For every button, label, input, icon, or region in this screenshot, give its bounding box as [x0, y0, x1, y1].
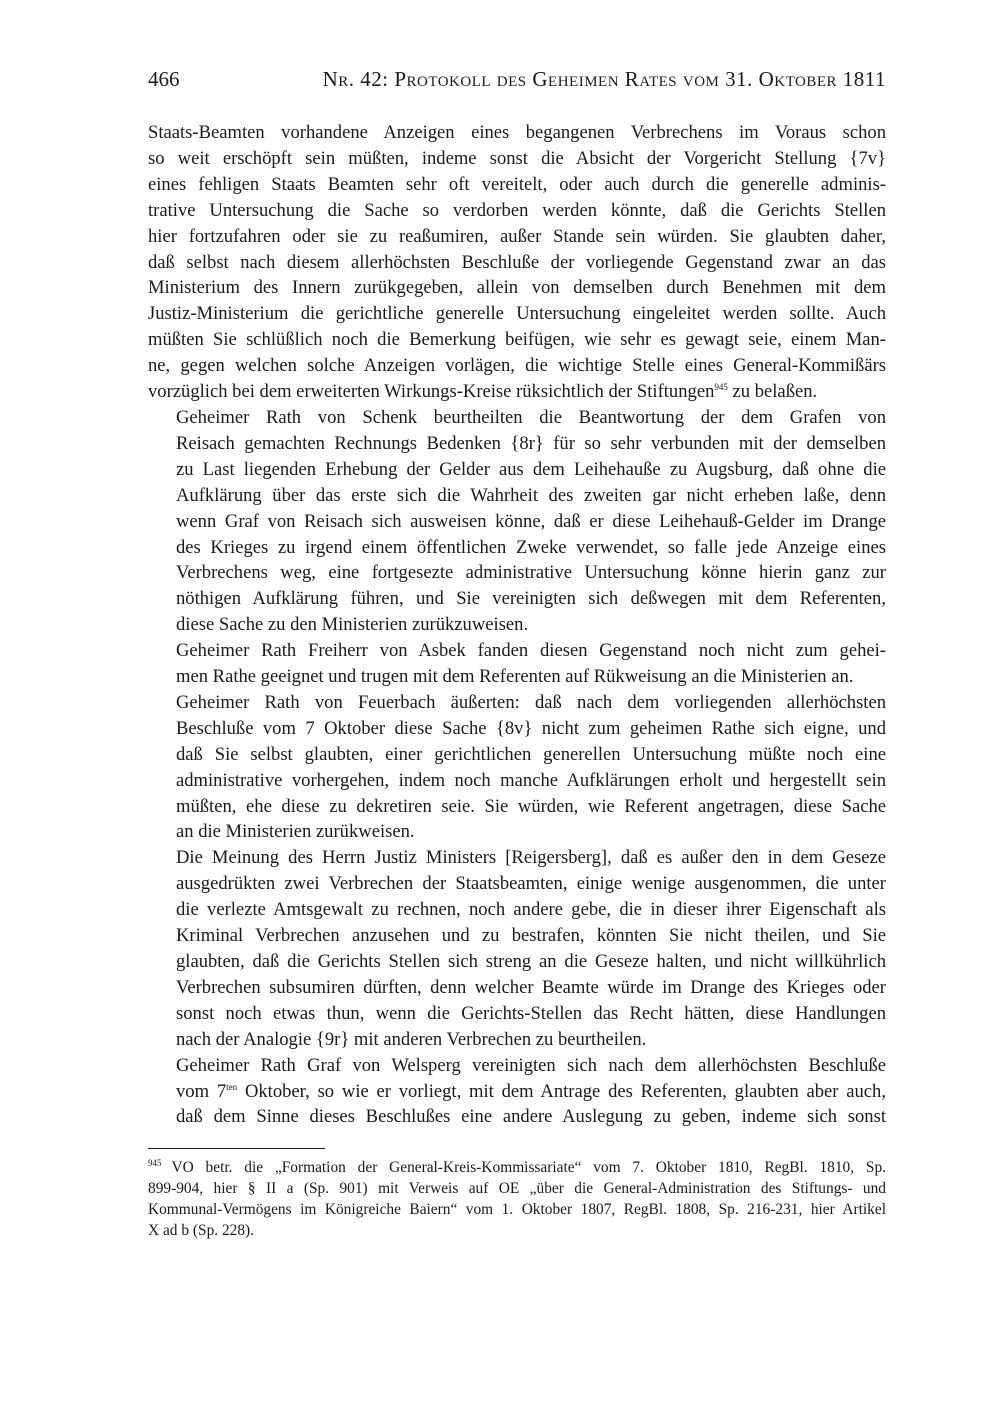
- text-line: Ministerium des Innern zurükgegeben, allein von demselben durch Benehmen mit dem: [148, 277, 886, 299]
- text-line: diese Sache zu den Ministerien zurükzuweisen.: [176, 614, 529, 636]
- text-line: eines fehligen Staats Beamten sehr oft vereitelt, oder auch durch die generelle adminis-: [148, 173, 886, 195]
- running-head: Nr. 42: Protokoll des Geheimen Rates vom 31. Oktober 1811: [322, 67, 886, 91]
- footnote-text: Kommunal-Vermögens im Königreiche Baiern“ vom 1. Oktober 1807, RegBl. 1808, Sp. 216-231, hier Artikel: [148, 1201, 886, 1218]
- text-line: glaubten, daß die Gerichts Stellen sich streng an die Geseze halten, und nicht willkührlich: [176, 951, 886, 972]
- text-line: Geheimer Rath von Schenk beurtheilten die Beantwortung der dem Grafen von: [176, 406, 886, 428]
- footnote-line: [148, 1157, 886, 1178]
- text-fragment: zu belaßen.: [727, 381, 818, 403]
- text-line: Aufklärung über das erste sich die Wahrheit des zweiten gar nicht erheben laße, denn: [176, 484, 886, 506]
- body-text: [148, 120, 886, 1130]
- text-fragment: Oktober, so wie er vorliegt, mit dem Antrage des Referenten, glaubten aber auch,: [237, 1080, 886, 1102]
- text-line: Reisach gemachten Rechnungs Bedenken {8r} für so sehr verbunden mit der demselben: [176, 432, 886, 454]
- text-line: die verlezte Amtsgewalt zu rechnen, noch andere gebe, die in dieser ihrer Eigenschaft als: [176, 899, 886, 921]
- ordinal-superscript: ten: [226, 1081, 238, 1092]
- text-line: so weit erschöpft sein müßten, indeme sonst die Absicht der Vorgericht Stellung {7v}: [148, 147, 886, 169]
- footnote-reference: 945: [714, 382, 728, 393]
- text-fragment: vorzüglich bei dem erweiterten Wirkungs-Kreise rüksichtlich der Stiftungen: [148, 381, 715, 403]
- text-line: daß dem Sinne dieses Beschlußes eine andere Auslegung zu geben, indeme sich sonst: [176, 1106, 886, 1128]
- text-line: trative Untersuchung die Sache so verdorben werden könnte, daß die Gerichts Stellen: [148, 199, 886, 221]
- paragraph: [148, 638, 886, 690]
- paragraph: [148, 405, 886, 638]
- footnote-text: VO betr. die „Formation der General-Kreis-Kommissariate“ vom 7. Oktober 1810, RegBl. 1810, Sp.: [171, 1159, 886, 1176]
- footnote-line: [148, 1178, 886, 1199]
- footnote-divider: [148, 1148, 325, 1149]
- page-header: [148, 62, 886, 96]
- text-line: zu Last liegenden Erhebung der Gelder aus dem Leihehauße zu Augsburg, daß ohne die: [176, 458, 886, 480]
- page-number: 466: [148, 67, 180, 91]
- footnote: [148, 1157, 886, 1241]
- text-line: Geheimer Rath Freiherr von Asbek fanden diesen Gegenstand noch nicht zum gehei-: [176, 640, 886, 662]
- footnote-line: [148, 1199, 886, 1220]
- text-line: Verbrechens weg, eine fortgesezte administrative Untersuchung könne hierin ganz zur: [176, 562, 886, 584]
- text-fragment: vom 7: [176, 1080, 227, 1102]
- text-line: müßten Sie schlüßlich noch die Bemerkung beifügen, wie sehr es gewagt seie, einem Man-: [148, 329, 886, 351]
- text-line: Geheimer Rath von Feuerbach äußerten: daß nach dem vorliegenden allerhöchsten: [176, 691, 886, 713]
- text-line: [148, 379, 886, 405]
- footnote-line: [148, 1220, 886, 1241]
- text-line: des Krieges zu irgend einem öffentlichen Zweke verwendet, so falle jede Anzeige eines: [176, 536, 886, 558]
- text-line: ausgedrükten zwei Verbrechen der Staatsbeamten, einige wenige ausgenommen, die unter: [176, 873, 886, 895]
- text-line: Verbrechen subsumiren dürften, denn welcher Beamte würde im Drange des Krieges oder: [176, 976, 886, 998]
- paragraph: [148, 120, 886, 405]
- text-line: Kriminal Verbrechen anzusehen und zu bestrafen, könnten Sie nicht theilen, und Sie: [176, 925, 886, 947]
- text-line: Geheimer Rath Graf von Welsperg vereinigten sich nach dem allerhöchsten Beschluße: [176, 1054, 886, 1076]
- text-line: men Rathe geeignet und trugen mit dem Referenten auf Rükweisung an die Ministerien an.: [176, 666, 854, 688]
- text-line: daß Sie selbst glaubten, einer gerichtlichen generellen Untersuchung müßte noch eine: [176, 743, 886, 765]
- text-line: Staats-Beamten vorhandene Anzeigen eines begangenen Verbrechens im Voraus schon: [148, 122, 886, 143]
- paragraph: [148, 1053, 886, 1131]
- footnote-text: X ad b (Sp. 228).: [148, 1222, 255, 1239]
- text-line: daß selbst nach diesem allerhöchsten Beschluße der vorliegende Gegenstand zwar an das: [148, 251, 886, 273]
- text-line: wenn Graf von Reisach sich ausweisen könne, daß er diese Leihehauß-Gelder im Drange: [176, 510, 886, 532]
- paragraph: [148, 845, 886, 1052]
- footnote-text: 899-904, hier § II a (Sp. 901) mit Verweis auf OE „über die General-Administration des Stiftungs- und: [148, 1180, 886, 1197]
- text-line: hier fortzufahren oder sie zu reaßumiren, außer Stande sein würden. Sie glaubten daher,: [148, 225, 886, 247]
- text-line: an die Ministerien zurükweisen.: [176, 821, 415, 843]
- text-line: nöthigen Aufklärung führen, und Sie vereinigten sich deßwegen mit dem Referenten,: [176, 588, 886, 610]
- footnote-number: 945: [148, 1158, 162, 1168]
- text-line: [148, 1079, 886, 1105]
- text-line: nach der Analogie {9r} mit anderen Verbrechen zu beurtheilen.: [176, 1028, 647, 1050]
- text-line: Beschluße vom 7 Oktober diese Sache {8v} nicht zum geheimen Rathe sich eigne, und: [176, 717, 886, 739]
- text-line: sonst noch etwas thun, wenn die Gerichts-Stellen das Recht hätten, diese Handlungen: [176, 1002, 886, 1024]
- text-line: müßten, ehe diese zu dekretiren seie. Sie würden, wie Referent angetragen, diese Sache: [176, 795, 886, 817]
- paragraph: [148, 690, 886, 845]
- text-line: ne, gegen welchen solche Anzeigen vorlägen, die wichtige Stelle eines General-Kommißärs: [148, 355, 886, 377]
- text-line: Die Meinung des Herrn Justiz Ministers [Reigersberg], daß es außer den in dem Geseze: [176, 847, 886, 869]
- text-line: administrative vorhergehen, indem noch manche Aufklärungen erholt und hergestellt sein: [176, 769, 886, 791]
- text-line: Justiz-Ministerium die gerichtliche generelle Untersuchung eingeleitet werden sollte. Auch: [148, 303, 886, 325]
